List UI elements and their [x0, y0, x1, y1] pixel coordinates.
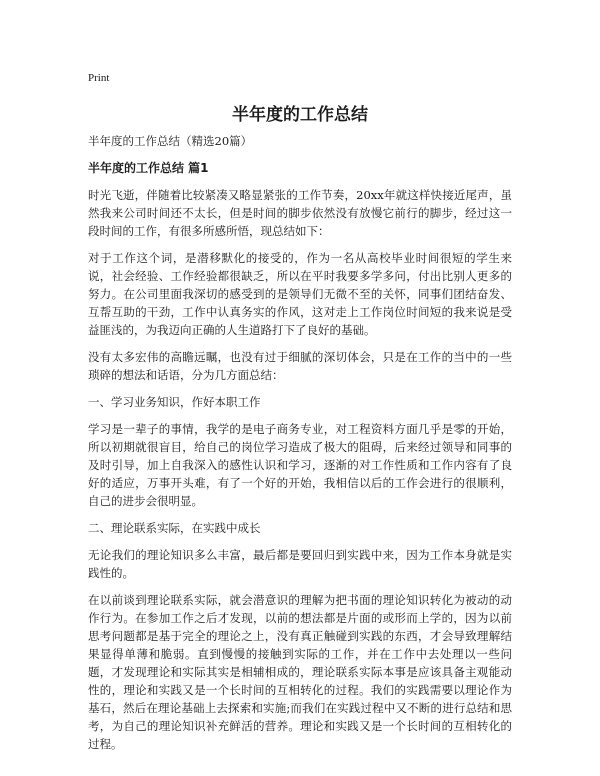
section-heading: 二、理论联系实际，在实践中成长: [88, 521, 261, 535]
paragraph: 对于工作这个词，是潜移默化的接受的，作为一名从高校毕业时间很短的学生来说，社会经验、工作经验都很缺乏，所以在平时我要多学多问，付出比别人更多的努力。在公司里面我深切的感受到的是领导们无微不至的关怀，同事们团结奋发、互帮互助的干劲，工作中认真务实的作风，这对走上工作岗位时间短的我来说是受益匪浅的，为我迈向正确的人生道路打下了良好的基础。: [88, 251, 512, 337]
paragraph: 时光飞逝，伴随着比较紧凑又略显紧张的工作节奏，20xx年就这样快接近尾声，虽然我来公司时间还不太长，但是时间的脚步依然没有放慢它前行的脚步，经过这一段时间的工作，有很多所感所悟，现总结如下：: [88, 188, 512, 238]
article-heading: 半年度的工作总结 篇1: [88, 161, 209, 175]
print-link[interactable]: Print: [88, 72, 110, 84]
section-heading: 一、学习业务知识，作好本职工作: [88, 395, 261, 409]
paragraph: 无论我们的理论知识多么丰富，最后都是要回归到实践中来，因为工作本身就是实践性的。: [88, 548, 512, 580]
paragraph: 在以前谈到理论联系实际，就会潜意识的理解为把书面的理论知识转化为被动的动作行为。在参加工作之后才发现，以前的想法都是片面的或形而上学的，因为以前思考问题都是基于完全的理论之上，没有真正触碰到实践的东西，才会导致理解结果显得单薄和脆弱。直到慢慢的接触到实际的工作，并在工作中去处理以一些问题，才发现理论和实际其实是相辅相成的，理论联系实际本事是应该具备主观能动性的，理论和实践又是一个长时间的互相转化的过程。我们的实践需要以理论作为基石，然后在理论基础上去探索和实施;而我们在实践过程中又不断的进行总结和思考，为自己的理论知识补充鲜活的营养。理论和实践又是一个长时间的互相转化的过程。: [88, 593, 512, 751]
document-subtitle: 半年度的工作总结（精选20篇）: [88, 134, 253, 148]
paragraph: 学习是一辈子的事情，我学的是电子商务专业，对工程资料方面几乎是零的开始，所以初期就很盲目，给自己的岗位学习造成了极大的阻碍，后来经过领导和同事的及时引导，加上自我深入的感性认识和学习，逐渐的对工作性质和工作内容有了良好的适应，万事开头难，有了一个好的开始，我相信以后的工作会进行的很顺利，自己的进步会很明显。: [88, 422, 512, 508]
page-title: 半年度的工作总结: [232, 105, 368, 125]
paragraph: 没有太多宏伟的高瞻远瞩，也没有过于细腻的深切体会，只是在工作的当中的一些琐碎的想法和话语，分为几方面总结：: [88, 350, 512, 382]
document-content: [88, 132, 512, 762]
